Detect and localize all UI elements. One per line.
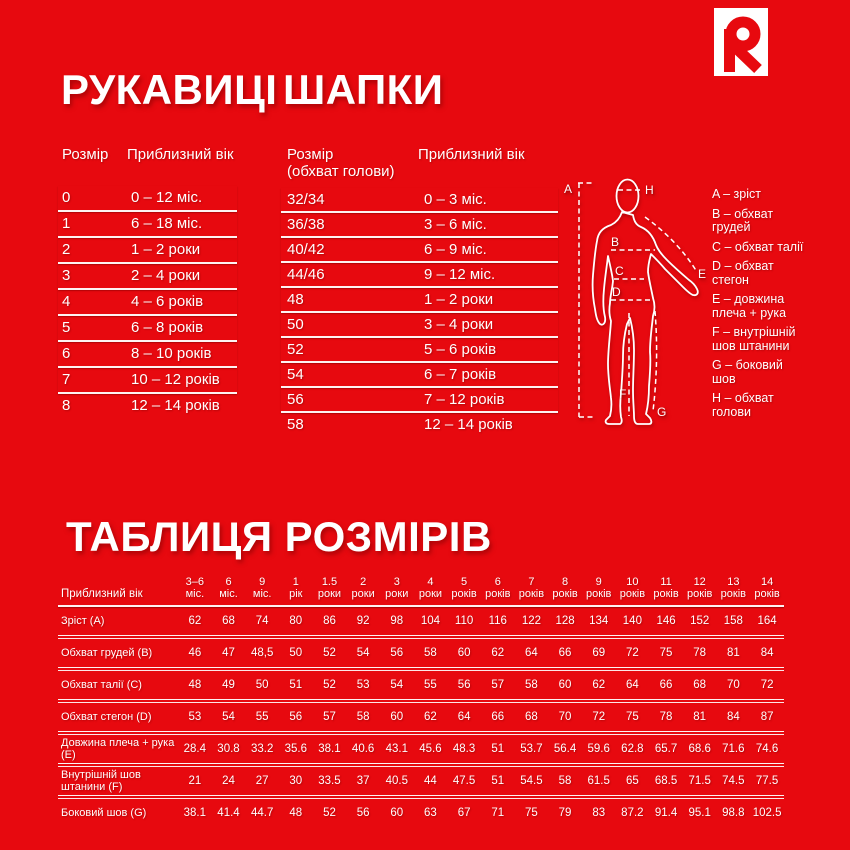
measurement-value: 48 (188, 679, 202, 691)
hats-table (281, 188, 558, 438)
age-column-number: 4 (427, 576, 434, 588)
measurement-value: 164 (757, 615, 777, 627)
measurement-value: 27 (255, 775, 269, 787)
size-value: 54 (287, 366, 304, 383)
measurement-value: 79 (558, 807, 572, 819)
measurement-value: 60 (390, 711, 404, 723)
measurement-value: 54 (356, 647, 370, 659)
age-column-unit: роки (418, 588, 443, 600)
hats-row (281, 388, 558, 413)
legend-item: F – внутрішній шов штанини (712, 325, 796, 353)
legend-item: A – зріст (712, 187, 761, 201)
age-column-header (515, 576, 549, 605)
measurement-value: 68 (222, 615, 235, 627)
mittens-row (58, 316, 237, 342)
age-value: 3 – 4 роки (424, 316, 494, 333)
measurement-value: 69 (592, 647, 606, 659)
measurement-value: 128 (555, 615, 575, 627)
measurement-value: 67 (457, 807, 471, 819)
age-column-unit: років (485, 588, 511, 600)
hats-row (281, 313, 558, 338)
measurement-value: 98.8 (722, 807, 745, 819)
measurement-value: 134 (589, 615, 609, 627)
brand-logo (714, 8, 768, 76)
measurement-value: 152 (690, 615, 710, 627)
measurement-value: 71 (491, 807, 505, 819)
size-value: 40/42 (287, 241, 325, 258)
mittens-row (58, 212, 237, 238)
measurement-value: 54 (390, 679, 404, 691)
measurement-value: 68 (693, 679, 707, 691)
age-value: 6 – 7 років (424, 366, 497, 383)
age-value: 1 – 2 роки (424, 291, 494, 308)
hats-size-header-line1: Розмір (287, 146, 334, 163)
marker-f-label: F (619, 387, 627, 401)
measurement-value: 51 (491, 743, 505, 755)
measurement-value: 62 (491, 647, 505, 659)
mittens-row (58, 238, 237, 264)
age-column-header (178, 576, 212, 605)
measurement-label: Боковий шов (G) (61, 807, 147, 819)
age-value: 8 – 10 років (131, 345, 212, 362)
hats-size-header (287, 146, 395, 180)
measurement-value: 70 (558, 711, 572, 723)
measurement-label: Довжина плеча + рука (E) (61, 737, 175, 761)
measurement-value: 87.2 (621, 807, 644, 819)
measurement-value: 60 (457, 647, 471, 659)
measurement-value: 64 (457, 711, 471, 723)
hats-row (281, 238, 558, 263)
marker-g-label: G (657, 405, 667, 419)
measurement-value: 74.5 (722, 775, 745, 787)
measurement-value: 55 (255, 711, 269, 723)
age-column-number: 13 (727, 576, 740, 588)
measurement-label: Внутрішній шов штанини (F) (61, 769, 141, 793)
age-value: 10 – 12 років (131, 371, 220, 388)
measurement-value: 65 (625, 775, 639, 787)
measurement-value: 84 (760, 647, 774, 659)
measurement-value: 38.1 (183, 807, 207, 819)
size-value: 52 (287, 341, 304, 358)
measurement-value: 71.6 (722, 743, 745, 755)
measurement-value: 77.5 (755, 775, 779, 787)
legend-item: G – боковий шов (712, 358, 783, 386)
age-column-header (582, 576, 616, 605)
age-column-unit: міс. (219, 588, 238, 600)
age-column-number: 6 (494, 576, 501, 588)
measurement-value: 83 (592, 807, 606, 819)
measurement-value: 51 (289, 679, 303, 691)
measurement-value: 86 (323, 615, 336, 627)
measurement-row (58, 703, 784, 731)
measurement-label: Обхват грудей (B) (61, 647, 153, 659)
measurement-label: Обхват стегон (D) (61, 711, 152, 723)
measurement-value: 54.5 (520, 775, 543, 787)
measurement-value: 21 (188, 775, 202, 787)
age-column-unit: роки (317, 588, 342, 600)
measurement-row (58, 735, 784, 763)
age-column-header (447, 576, 481, 605)
size-table-header-row (58, 576, 784, 605)
mittens-size-header: Розмір (62, 146, 109, 163)
age-column-header (649, 576, 683, 605)
measurement-value: 55 (424, 679, 437, 691)
measurement-value: 62 (424, 711, 437, 723)
age-value: 12 – 14 років (131, 397, 220, 414)
size-value: 8 (62, 397, 71, 414)
age-column-number: 3 (393, 576, 400, 588)
hats-row (281, 363, 558, 388)
hats-row (281, 288, 558, 313)
measurement-value: 66 (491, 711, 505, 723)
measurement-value: 30 (289, 775, 303, 787)
measurement-value: 28.4 (183, 743, 207, 755)
age-column-header (750, 576, 784, 605)
measurement-value: 62 (188, 615, 202, 627)
measurement-value: 72 (625, 647, 639, 659)
measurement-value: 78 (693, 647, 707, 659)
age-value: 0 – 3 міс. (424, 191, 487, 208)
measurement-value: 68.6 (688, 743, 711, 755)
age-column-unit: років (720, 588, 747, 600)
measurement-value: 48,5 (250, 647, 274, 659)
measurement-value: 62.8 (621, 743, 644, 755)
mittens-title: РУКАВИЦІ (61, 66, 278, 113)
age-column-number: 1 (292, 576, 299, 588)
measurement-value: 37 (356, 775, 370, 787)
measurement-value: 102.5 (752, 807, 782, 819)
measurement-value: 40.5 (385, 775, 408, 787)
size-value: 48 (287, 291, 304, 308)
age-column-unit: міс. (252, 588, 272, 600)
age-value: 12 – 14 років (424, 416, 513, 433)
measurement-value: 35.6 (284, 743, 307, 755)
measurement-value: 52 (323, 807, 336, 819)
mittens-row (58, 186, 237, 212)
hats-row (281, 413, 558, 438)
measurement-value: 56 (457, 679, 471, 691)
age-value: 6 – 18 міс. (131, 215, 203, 232)
measurement-value: 41.4 (217, 807, 240, 819)
measurement-value: 30.8 (217, 743, 240, 755)
measurement-value: 75 (659, 647, 673, 659)
age-value: 3 – 6 міс. (424, 216, 487, 233)
measurement-value: 110 (454, 615, 474, 627)
measurement-value: 71.5 (688, 775, 711, 787)
age-column-unit: років (687, 588, 713, 600)
measurement-value: 52 (323, 679, 336, 691)
measurement-value: 43.1 (385, 743, 408, 755)
measurement-value: 45.6 (419, 743, 442, 755)
measurement-value: 74 (255, 615, 269, 627)
age-column-header (717, 576, 751, 605)
age-column-unit: років (518, 588, 545, 600)
mittens-table (58, 186, 237, 420)
measurement-value: 58 (424, 647, 437, 659)
age-column-header (279, 576, 313, 605)
measurement-value: 70 (726, 679, 740, 691)
age-column-header (481, 576, 515, 605)
size-table (58, 576, 784, 827)
age-value: 4 – 6 років (131, 293, 204, 310)
mittens-row (58, 394, 237, 420)
age-value: 6 – 8 років (131, 319, 204, 336)
marker-a-label: A (564, 182, 573, 196)
measurement-value: 59.6 (587, 743, 610, 755)
marker-d-label: D (612, 285, 621, 299)
age-column-number: 5 (461, 576, 468, 588)
age-column-number: 11 (660, 576, 672, 588)
measurement-value: 78 (659, 711, 673, 723)
size-value: 58 (287, 416, 304, 433)
measurement-value: 158 (723, 615, 743, 627)
measurement-value: 104 (420, 615, 441, 627)
size-value: 6 (62, 345, 71, 362)
measurement-value: 58 (356, 711, 370, 723)
age-column-number: 14 (760, 576, 774, 588)
measurement-value: 146 (656, 615, 676, 627)
age-header-label: Приблизний вік (61, 588, 143, 600)
measurement-value: 62 (592, 679, 606, 691)
size-value: 3 (62, 267, 71, 284)
mittens-row (58, 290, 237, 316)
measurement-value: 33.2 (250, 743, 274, 755)
age-column-unit: років (586, 588, 612, 600)
measurement-row (58, 607, 784, 635)
height-line-a (578, 183, 595, 417)
age-column-unit: років (619, 588, 646, 600)
measurement-value: 57 (323, 711, 336, 723)
age-column-header (313, 576, 347, 605)
measurement-value: 24 (222, 775, 235, 787)
age-column-unit: рік (289, 588, 303, 600)
measurement-value: 47 (222, 647, 235, 659)
measurement-value: 61.5 (587, 775, 610, 787)
age-column-unit: років (451, 588, 477, 600)
measurement-value: 53.7 (520, 743, 543, 755)
age-column-header (683, 576, 717, 605)
measurement-row (58, 639, 784, 667)
measurement-value: 58 (525, 679, 538, 691)
legend-item: E – довжина плеча + рука (712, 292, 787, 320)
figure-body-outline (593, 212, 698, 424)
measurement-value: 91.4 (654, 807, 678, 819)
size-value: 0 (62, 189, 71, 206)
measurement-row (58, 799, 784, 827)
measurement-value: 66 (558, 647, 572, 659)
measurement-value: 65.7 (654, 743, 678, 755)
marker-h-label: H (645, 183, 654, 197)
measurement-value: 56 (390, 647, 404, 659)
reima-r-icon (714, 8, 768, 76)
measurement-value: 140 (622, 615, 642, 627)
hats-age-header: Приблизний вік (418, 146, 525, 163)
measurement-value: 63 (424, 807, 437, 819)
measurement-value: 52 (323, 647, 336, 659)
hats-row (281, 213, 558, 238)
age-column-unit: роки (385, 588, 409, 600)
size-value: 7 (62, 371, 71, 388)
hats-title: ШАПКИ (283, 66, 444, 113)
sideseam-line-g (653, 311, 657, 411)
measurement-value: 54 (222, 711, 235, 723)
measurement-legend (712, 188, 804, 419)
age-column-unit: роки (351, 588, 375, 600)
marker-b-label: B (611, 235, 620, 249)
legend-item: D – обхват стегон (712, 259, 774, 287)
age-column-number: 1.5 (321, 576, 338, 588)
age-column-number: 9 (595, 576, 602, 588)
age-column-number: 3–6 (185, 576, 205, 588)
measurement-value: 84 (726, 711, 740, 723)
mittens-row (58, 368, 237, 394)
measurement-value: 68.5 (654, 775, 678, 787)
measurement-value: 116 (488, 615, 507, 627)
age-column-header (380, 576, 414, 605)
legend-item: C – обхват талії (712, 239, 804, 254)
age-value: 2 – 4 роки (131, 267, 201, 284)
age-column-number: 8 (562, 576, 569, 588)
measurement-value: 48 (289, 807, 303, 819)
marker-c-label: C (615, 264, 624, 278)
hats-size-header-line2: (обхват голови) (287, 163, 395, 180)
size-value: 56 (287, 391, 304, 408)
age-column-header (346, 576, 380, 605)
measurement-value: 47.5 (452, 775, 476, 787)
measurement-value: 60 (558, 679, 572, 691)
measurement-value: 87 (760, 711, 774, 723)
measurement-value: 44 (424, 775, 437, 787)
age-column-number: 9 (259, 576, 266, 588)
age-column-unit: міс. (185, 588, 205, 600)
measurement-value: 98 (390, 615, 404, 627)
measurement-value: 57 (491, 679, 505, 691)
measurement-value: 50 (255, 679, 269, 691)
measurement-value: 50 (289, 647, 303, 659)
age-column-number: 7 (528, 576, 535, 588)
age-column-header (414, 576, 448, 605)
measurement-value: 51 (491, 775, 505, 787)
measurement-row (58, 767, 784, 795)
measurement-value: 64 (625, 679, 639, 691)
size-value: 50 (287, 316, 304, 333)
age-column-unit: років (754, 588, 780, 600)
measurement-value: 56 (289, 711, 303, 723)
size-value: 32/34 (287, 191, 325, 208)
size-value: 2 (62, 241, 71, 258)
marker-e-label: E (698, 267, 706, 281)
measurement-value: 80 (289, 615, 303, 627)
measurement-value: 58 (558, 775, 572, 787)
measurement-label: Зріст (A) (61, 615, 105, 627)
mittens-row (58, 264, 237, 290)
measurement-value: 92 (356, 615, 370, 627)
measurement-value: 75 (525, 807, 538, 819)
age-column-header (548, 576, 582, 605)
measurement-value: 81 (693, 711, 707, 723)
legend-item: B – обхват грудей (712, 206, 774, 234)
measurement-value: 44.7 (250, 807, 274, 819)
measurement-value: 68 (525, 711, 538, 723)
measurement-value: 56.4 (553, 743, 577, 755)
size-value: 5 (62, 319, 71, 336)
size-value: 1 (62, 215, 71, 232)
age-column-number: 12 (693, 576, 706, 588)
measurement-value: 122 (521, 615, 541, 627)
measurement-value: 72 (592, 711, 606, 723)
measurement-value: 72 (760, 679, 774, 691)
measurement-value: 38.1 (318, 743, 341, 755)
mittens-age-header: Приблизний вік (127, 146, 234, 163)
age-column-unit: років (653, 588, 679, 600)
age-value: 6 – 9 міс. (424, 241, 487, 258)
age-value: 1 – 2 роки (131, 241, 201, 258)
age-value: 9 – 12 міс. (424, 266, 496, 283)
size-value: 4 (62, 293, 71, 310)
measurement-value: 33.5 (318, 775, 341, 787)
size-value: 36/38 (287, 216, 325, 233)
measurement-value: 49 (222, 679, 235, 691)
age-value: 7 – 12 років (424, 391, 505, 408)
age-column-header (212, 576, 246, 605)
hats-row (281, 338, 558, 363)
age-value: 0 – 12 міс. (131, 189, 203, 206)
hats-row (281, 188, 558, 213)
measurement-row (58, 671, 784, 699)
measurement-value: 48.3 (452, 743, 476, 755)
age-value: 5 – 6 років (424, 341, 497, 358)
age-column-number: 6 (225, 576, 232, 588)
age-column-number: 10 (626, 576, 639, 588)
measurement-label: Обхват талії (C) (61, 679, 142, 691)
measurement-value: 56 (356, 807, 370, 819)
figure-head (617, 180, 639, 213)
age-column-number: 2 (360, 576, 367, 588)
age-column-header (245, 576, 279, 605)
measurement-value: 81 (726, 647, 740, 659)
measurement-value: 66 (659, 679, 673, 691)
measurement-value: 53 (188, 711, 202, 723)
legend-item: H – обхват голови (712, 391, 774, 419)
measurement-value: 64 (525, 647, 538, 659)
measurement-value: 40.6 (351, 743, 375, 755)
measurement-value: 53 (356, 679, 370, 691)
hats-row (281, 263, 558, 288)
measurement-value: 75 (625, 711, 639, 723)
measurement-value: 60 (390, 807, 404, 819)
mittens-row (58, 342, 237, 368)
age-column-unit: років (552, 588, 578, 600)
measurement-value: 46 (188, 647, 202, 659)
age-column-header (616, 576, 650, 605)
size-table-title: ТАБЛИЦЯ РОЗМІРІВ (66, 513, 492, 560)
measurement-value: 74.6 (755, 743, 779, 755)
measurement-value: 95.1 (688, 807, 711, 819)
size-value: 44/46 (287, 266, 325, 283)
body-measurement-diagram (556, 166, 706, 446)
